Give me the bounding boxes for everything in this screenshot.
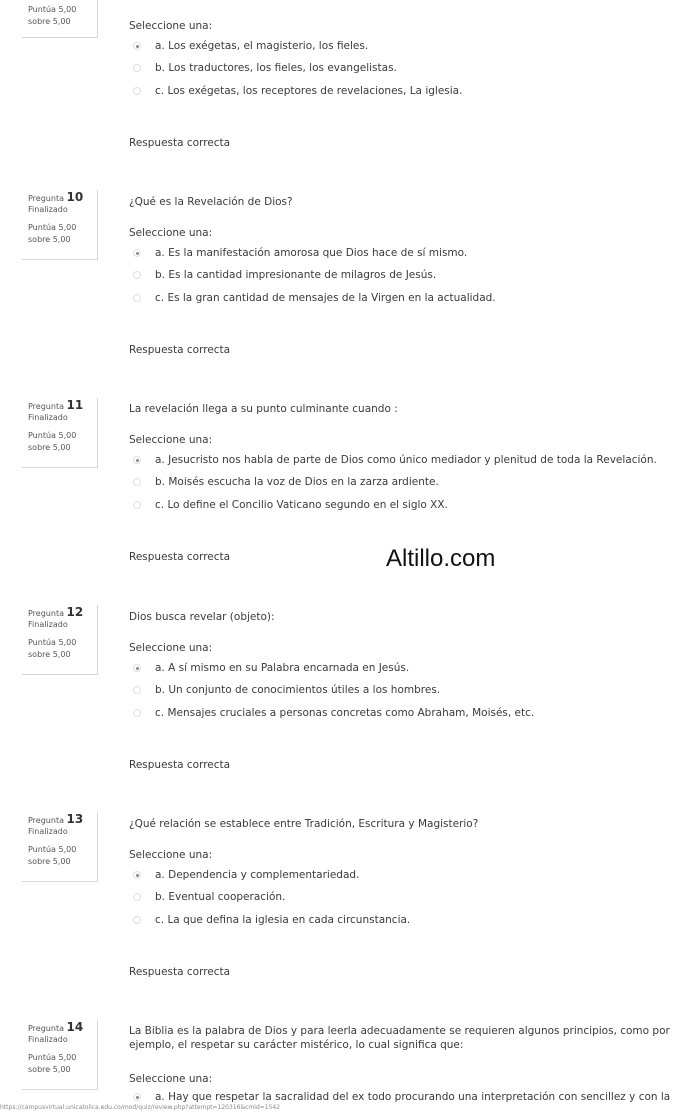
option-b[interactable] [133, 891, 285, 903]
select-one-prompt: Seleccione una: [129, 227, 213, 239]
watermark-text: Altillo.com [386, 545, 496, 572]
option-label: c. Lo define el Concilio Vaticano segundo en el siglo XX. [155, 499, 448, 511]
option-a[interactable] [133, 454, 657, 466]
option-c[interactable] [133, 707, 534, 719]
question-number: Pregunta 13 [28, 812, 84, 826]
radio-icon[interactable] [133, 501, 141, 509]
question-number: Pregunta 14 [28, 1020, 84, 1034]
question-text: La Biblia es la palabra de Dios y para leerla adecuadamente se requieren algunos principios, como por ejemplo, el respetar su carácter mistérico, lo cual significa que: [129, 1025, 670, 1051]
radio-icon[interactable] [133, 271, 141, 279]
points-line1: Puntúa 5,00 [28, 1053, 77, 1062]
radio-icon[interactable] [133, 893, 141, 901]
question-text: Dios busca revelar (objeto): [129, 611, 275, 623]
radio-icon[interactable] [133, 478, 141, 486]
option-label: c. Es la gran cantidad de mensajes de la Virgen en la actualidad. [155, 292, 496, 304]
points-line2: sobre 5,00 [28, 1065, 71, 1074]
radio-checked-icon[interactable] [133, 456, 141, 464]
question-number: Pregunta 10 [28, 190, 84, 204]
option-a[interactable] [133, 247, 467, 259]
option-label: c. Los exégetas, los receptores de revelaciones, La iglesia. [155, 85, 463, 97]
select-one-prompt: Seleccione una: [129, 642, 213, 654]
radio-icon[interactable] [133, 686, 141, 694]
question-status: Finalizado [28, 620, 68, 629]
question-info-12 [22, 605, 98, 675]
option-label: c. La que defina la iglesia en cada circunstancia. [155, 914, 411, 926]
select-one-prompt: Seleccione una: [129, 849, 213, 861]
points-line2: sobre 5,00 [28, 857, 71, 866]
question-number: Pregunta 11 [28, 398, 84, 412]
radio-icon[interactable] [133, 916, 141, 924]
feedback-correct: Respuesta correcta [129, 966, 231, 978]
option-label: a. Hay que respetar la sacralidad del ex todo procurando una interpretación con sencillez y con la [155, 1091, 671, 1103]
feedback-correct: Respuesta correcta [129, 551, 231, 563]
select-one-prompt: Seleccione una: [129, 434, 213, 446]
feedback-correct: Respuesta correcta [129, 759, 231, 771]
radio-checked-icon[interactable] [133, 1093, 141, 1101]
option-c[interactable] [133, 85, 462, 97]
option-label: b. Es la cantidad impresionante de milagros de Jesús. [155, 269, 437, 281]
question-number: Pregunta 12 [28, 605, 84, 619]
select-one-prompt: Seleccione una: [129, 20, 213, 32]
option-label: a. Es la manifestación amorosa que Dios hace de sí mismo. [155, 247, 468, 259]
question-info-9 [22, 0, 98, 38]
option-b[interactable] [133, 476, 439, 488]
question-status: Finalizado [28, 205, 68, 214]
option-label: b. Un conjunto de conocimientos útiles a los hombres. [155, 684, 441, 696]
option-label: a. Los exégetas, el magisterio, los fieles. [155, 40, 369, 52]
question-text: ¿Qué relación se establece entre Tradición, Escritura y Magisterio? [129, 818, 479, 830]
points-line1: Puntúa 5,00 [28, 5, 77, 14]
option-c[interactable] [133, 292, 496, 304]
question-text: ¿Qué es la Revelación de Dios? [129, 196, 293, 208]
question-info-14 [22, 1020, 98, 1090]
option-label: a. A sí mismo en su Palabra encarnada en Jesús. [155, 662, 410, 674]
option-a[interactable] [133, 40, 368, 52]
question-status: Finalizado [28, 1035, 68, 1044]
question-info-10 [22, 190, 98, 260]
question-info-13 [22, 812, 98, 882]
radio-checked-icon[interactable] [133, 871, 141, 879]
question-info-11 [22, 398, 98, 468]
option-b[interactable] [133, 62, 397, 74]
points-line2: sobre 5,00 [28, 17, 71, 26]
points-line1: Puntúa 5,00 [28, 223, 77, 232]
radio-icon[interactable] [133, 64, 141, 72]
option-c[interactable] [133, 499, 448, 511]
page-url-footer: https://campusvirtual.unicatolica.edu.co/mod/quiz/review.php?attempt=120316&cmid=1542 [0, 1104, 281, 1111]
option-label: a. Dependencia y complementariedad. [155, 869, 360, 881]
radio-checked-icon[interactable] [133, 249, 141, 257]
radio-icon[interactable] [133, 87, 141, 95]
option-label: a. Jesucristo nos habla de parte de Dios como único mediador y plenitud de toda la Revelación. [155, 454, 657, 466]
points-line1: Puntúa 5,00 [28, 845, 77, 854]
option-label: b. Los traductores, los fieles, los evangelistas. [155, 62, 397, 74]
option-b[interactable] [133, 684, 440, 696]
option-label: b. Eventual cooperación. [155, 891, 286, 903]
option-a[interactable] [133, 662, 409, 674]
option-a[interactable] [133, 1091, 670, 1103]
feedback-correct: Respuesta correcta [129, 137, 231, 149]
radio-icon[interactable] [133, 294, 141, 302]
select-one-prompt: Seleccione una: [129, 1073, 213, 1085]
radio-icon[interactable] [133, 709, 141, 717]
radio-checked-icon[interactable] [133, 664, 141, 672]
option-label: b. Moisés escucha la voz de Dios en la zarza ardiente. [155, 476, 439, 488]
question-status: Finalizado [28, 413, 68, 422]
option-label: c. Mensajes cruciales a personas concretas como Abraham, Moisés, etc. [155, 707, 535, 719]
option-b[interactable] [133, 269, 436, 281]
points-line1: Puntúa 5,00 [28, 431, 77, 440]
points-line2: sobre 5,00 [28, 650, 71, 659]
radio-checked-icon[interactable] [133, 42, 141, 50]
option-a[interactable] [133, 869, 359, 881]
question-status: Finalizado [28, 827, 68, 836]
option-c[interactable] [133, 914, 410, 926]
feedback-correct: Respuesta correcta [129, 344, 231, 356]
points-line2: sobre 5,00 [28, 443, 71, 452]
points-line1: Puntúa 5,00 [28, 638, 77, 647]
points-line2: sobre 5,00 [28, 235, 71, 244]
question-text: La revelación llega a su punto culminante cuando : [129, 403, 398, 415]
